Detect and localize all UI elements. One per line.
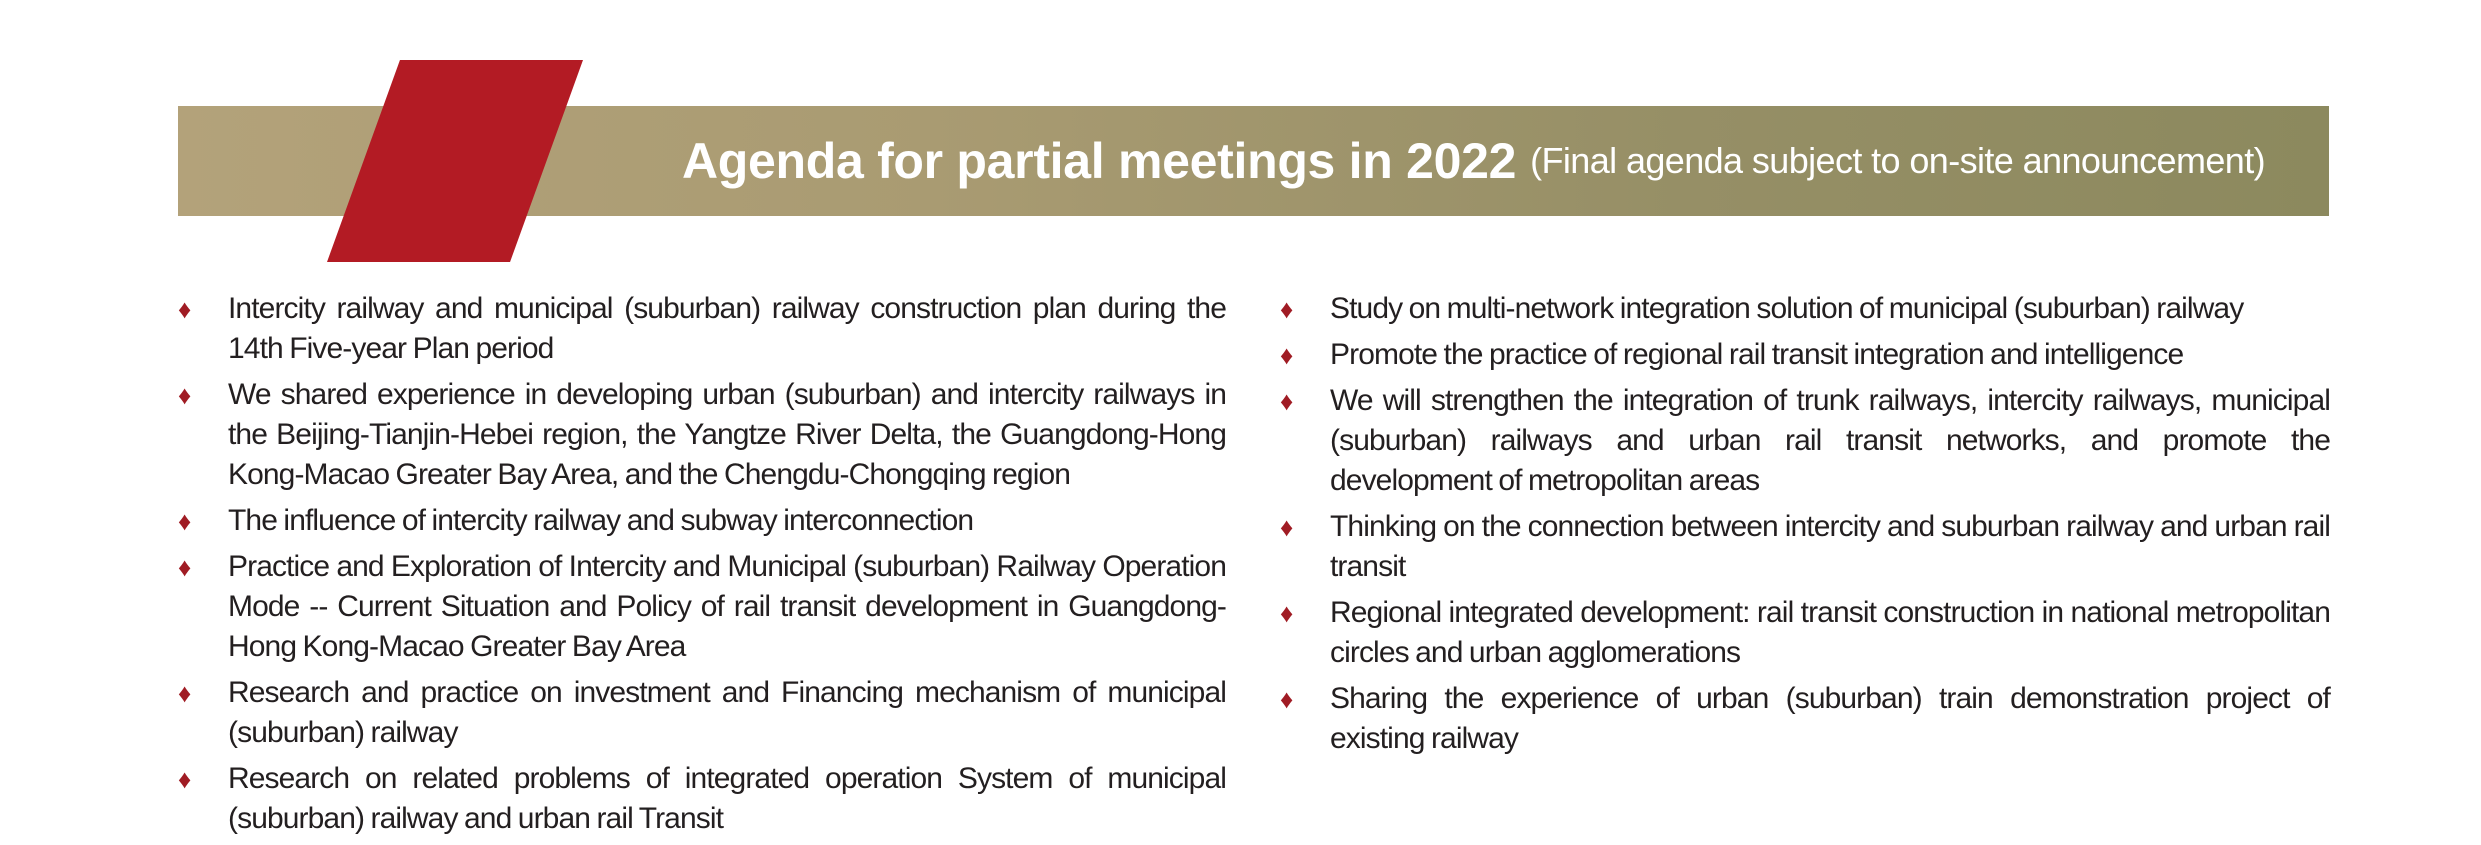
diamond-icon: ♦	[178, 678, 191, 708]
agenda-item-text: Practice and Exploration of Intercity and Municipal (suburban) Railway Operation Mode -- Current Situation and Policy of rail transit development in Guangdong-Hong Kong-Macao Greater Bay Area	[228, 550, 1226, 663]
agenda-item-text: Thinking on the connection between intercity and suburban railway and urban rail transit	[1330, 510, 2330, 583]
diamond-icon: ♦	[1280, 598, 1293, 628]
agenda-item-text: Research and practice on investment and Financing mechanism of municipal (suburban) railway	[228, 676, 1226, 749]
agenda-item	[1280, 679, 2330, 759]
agenda-item-text: Regional integrated development: rail transit construction in national metropolitan circles and urban agglomerations	[1330, 596, 2330, 669]
agenda-list-left	[178, 289, 1226, 839]
diamond-icon: ♦	[178, 552, 191, 582]
agenda-item-text: Intercity railway and municipal (suburban) railway construction plan during the 14th Five-year Plan period	[228, 292, 1226, 365]
agenda-item	[178, 375, 1226, 495]
title-bar	[178, 106, 2265, 216]
diamond-icon: ♦	[1280, 386, 1293, 416]
diamond-icon: ♦	[1280, 684, 1293, 714]
agenda-item	[1280, 289, 2330, 329]
diamond-icon: ♦	[178, 506, 191, 536]
agenda-item	[178, 673, 1226, 753]
agenda-item	[1280, 507, 2330, 587]
diamond-icon: ♦	[178, 380, 191, 410]
agenda-column-right	[1280, 289, 2330, 765]
agenda-list-right	[1280, 289, 2330, 759]
agenda-item	[178, 759, 1226, 839]
diamond-icon: ♦	[1280, 340, 1293, 370]
diamond-icon: ♦	[178, 294, 191, 324]
agenda-item-text: The influence of intercity railway and subway interconnection	[228, 504, 974, 537]
agenda-item	[178, 547, 1226, 667]
diamond-icon: ♦	[178, 764, 191, 794]
agenda-item	[1280, 335, 2330, 375]
agenda-item-text: We shared experience in developing urban (suburban) and intercity railways in the Beijing-Tianjin-Hebei region, the Yangtze River Delta, the Guangdong-Hong Kong-Macao Greater Bay Area, and the Chengdu-Chongqing region	[228, 378, 1226, 491]
agenda-item-text: We will strengthen the integration of trunk railways, intercity railways, municipal (suburban) railways and urban rail transit networks, and promote the development of metropolitan areas	[1330, 384, 2330, 497]
agenda-item	[178, 289, 1226, 369]
agenda-column-left	[178, 289, 1226, 845]
page-subtitle: (Final agenda subject to on-site announcement)	[1530, 140, 2265, 181]
agenda-item	[178, 501, 1226, 541]
diamond-icon: ♦	[1280, 512, 1293, 542]
page-title: Agenda for partial meetings in 2022	[681, 133, 1517, 189]
agenda-item-text: Research on related problems of integrated operation System of municipal (suburban) railway and urban rail Transit	[228, 762, 1226, 835]
agenda-item-text: Sharing the experience of urban (suburban) train demonstration project of existing railway	[1330, 682, 2330, 755]
agenda-item	[1280, 593, 2330, 673]
agenda-item	[1280, 381, 2330, 501]
diamond-icon: ♦	[1280, 294, 1293, 324]
agenda-item-text: Study on multi-network integration solution of municipal (suburban) railway	[1330, 292, 2244, 325]
agenda-item-text: Promote the practice of regional rail transit integration and intelligence	[1330, 338, 2184, 371]
